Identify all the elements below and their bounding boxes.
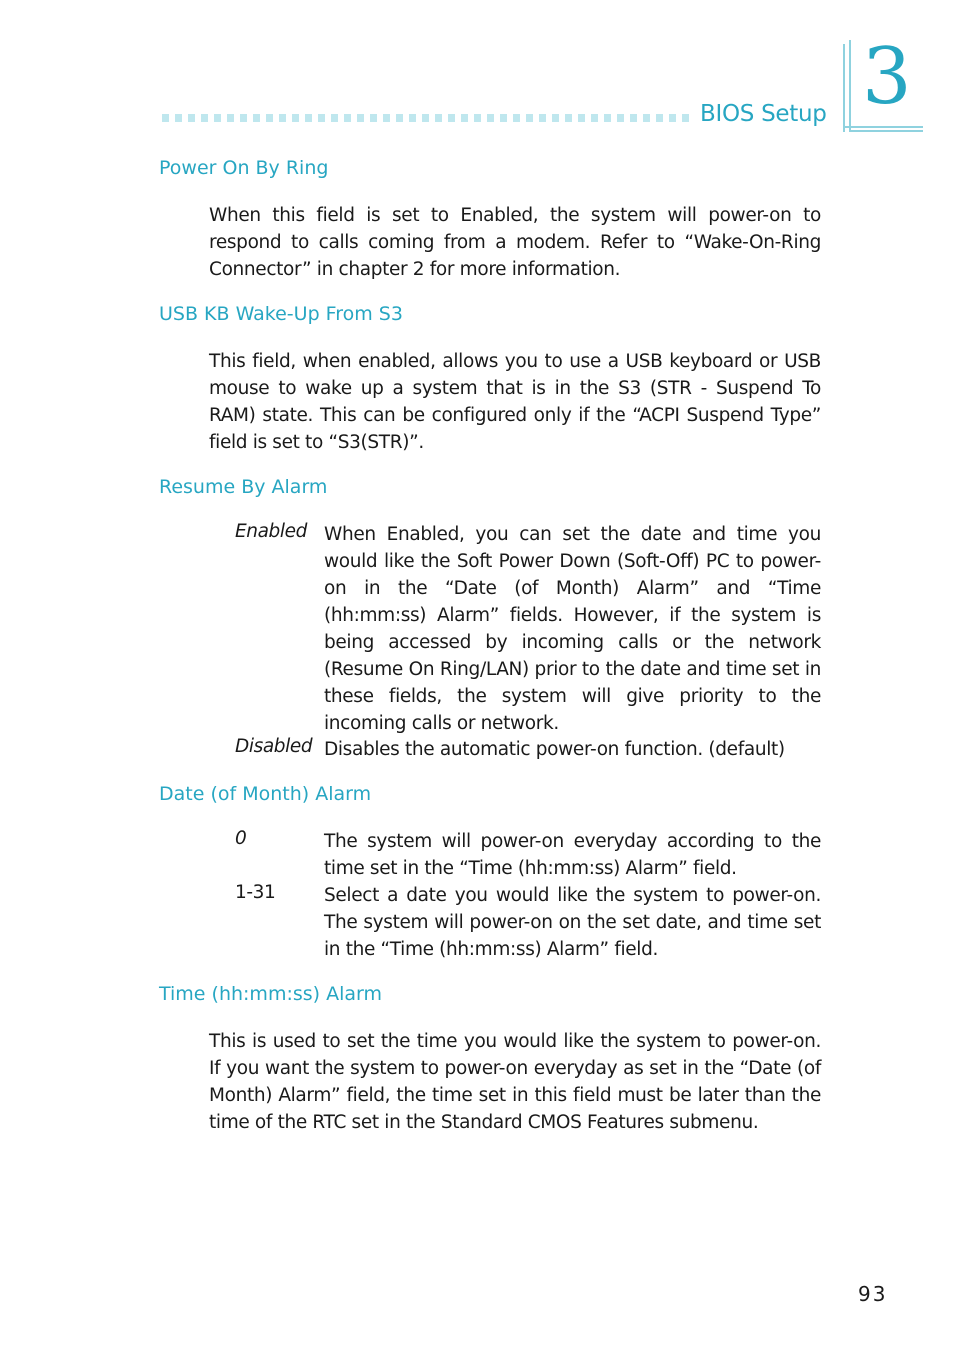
option-term-1-31: 1-31 xyxy=(235,882,276,903)
header-title: BIOS Setup xyxy=(700,101,827,127)
option-term-enabled: Enabled xyxy=(235,521,307,542)
option-desc-enabled: When Enabled, you can set the date and time you would like the Soft Power Down (Soft-Off) PC to power-on in the “Date (of Month) Alarm” and “Time (hh:mm:ss) Alarm” fields. However, if the system is being accessed by incoming calls or the network (Resume On Ring/LAN) prior to the date and time set in these fields, the system will give priority to the incoming calls or network. xyxy=(324,524,821,734)
section-body-time-alarm: This is used to set the time you would like the system to power-on. If you want the system to power-on everyday as set in the “Date (of Month) Alarm” field, the time set in this field must be later than the time of the RTC set in the Standard CMOS Features submenu. xyxy=(209,1031,821,1133)
option-desc-disabled: Disables the automatic power-on function. (default) xyxy=(324,739,785,760)
section-body-usb-kb-wake-up: This field, when enabled, allows you to use a USB keyboard or USB mouse to wake up a system that is in the S3 (STR - Suspend To RAM) state. This can be configured only if the “ACPI Suspend Type” field is set to “S3(STR)”. xyxy=(209,351,821,453)
chapter-frame-line xyxy=(849,40,851,132)
section-title-time-alarm: Time (hh:mm:ss) Alarm xyxy=(159,983,383,1005)
option-term-disabled: Disabled xyxy=(235,736,313,757)
chapter-frame-line xyxy=(843,44,845,132)
section-title-power-on-by-ring: Power On By Ring xyxy=(159,157,329,179)
section-body-power-on-by-ring: When this field is set to Enabled, the system will power-on to respond to calls coming from a modem. Refer to “Wake-On-Ring Connector” in chapter 2 for more information. xyxy=(209,205,821,280)
option-term-zero: 0 xyxy=(235,828,247,849)
chapter-number: 3 xyxy=(862,32,912,122)
section-title-usb-kb-wake-up: USB KB Wake-Up From S3 xyxy=(159,303,403,325)
section-title-resume-by-alarm: Resume By Alarm xyxy=(159,476,328,498)
chapter-frame-line xyxy=(843,126,923,128)
option-desc-zero: The system will power-on everyday according to the time set in the “Time (hh:mm:ss) Alarm” field. xyxy=(324,831,821,879)
section-title-date-of-month-alarm: Date (of Month) Alarm xyxy=(159,783,372,805)
header-dotted-rule xyxy=(162,114,692,122)
option-desc-1-31: Select a date you would like the system to power-on. The system will power-on on the set date, and time set in the “Time (hh:mm:ss) Alarm” field. xyxy=(324,885,821,960)
chapter-frame-line xyxy=(849,130,923,132)
page-number: 93 xyxy=(858,1282,888,1306)
